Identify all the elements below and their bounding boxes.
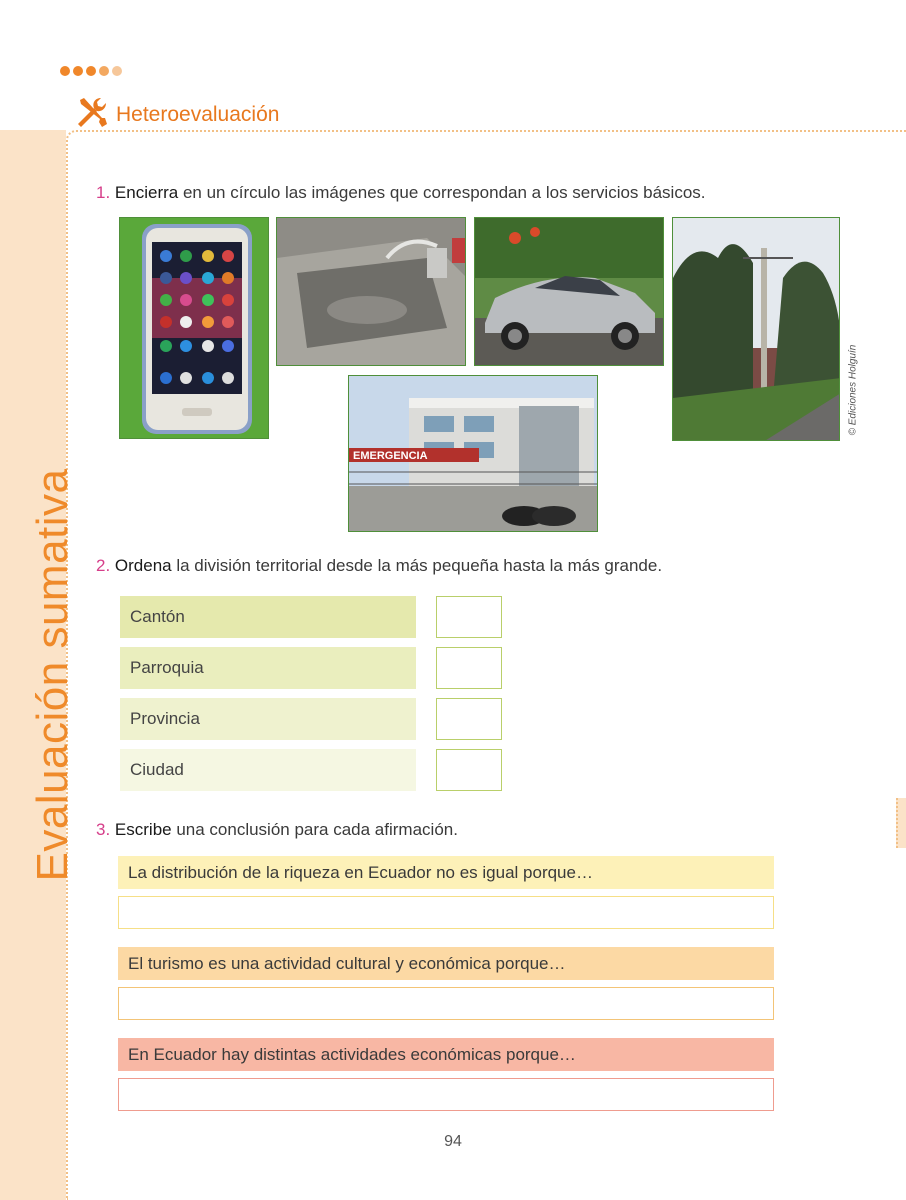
progress-dot [99,66,109,76]
answer-field-tourism[interactable] [118,987,774,1020]
order-input-parroquia[interactable] [436,647,502,689]
progress-dot [86,66,96,76]
question-text: una conclusión para cada afirmación. [171,820,458,839]
order-input-ciudad[interactable] [436,749,502,791]
sidebar-title: Evaluación sumativa [28,468,77,882]
question-text: la división territorial desde la más pequeña hasta la más grande. [171,556,663,575]
section-title: Heteroevaluación [116,102,280,126]
section-header [74,96,279,133]
tools-icon [74,96,108,133]
statement-tourism: El turismo es una actividad cultural y económica porque… [118,947,774,980]
page-number: 94 [444,1133,462,1150]
hospital-photo[interactable] [348,375,598,532]
order-item-parroquia: Parroquia [120,647,416,689]
progress-dot [60,66,70,76]
question-verb: Encierra [114,183,179,202]
statement-wealth: La distribución de la riqueza en Ecuador no es igual porque… [118,856,774,889]
order-item-provincia: Provincia [120,698,416,740]
water-sink-photo[interactable] [276,217,466,366]
hospital-sign: EMERGENCIA [353,450,428,462]
order-item-canton: Cantón [120,596,416,638]
question-3 [96,820,458,840]
question-number: 3. [96,820,111,839]
photo-credit: © Ediciones Holguín [847,344,859,436]
question-number: 1. [96,183,111,202]
order-item-ciudad: Ciudad [120,749,416,791]
question-2 [96,556,662,576]
progress-dot [73,66,83,76]
car-photo[interactable] [474,217,664,366]
statement-economy: En Ecuador hay distintas actividades económicas porque… [118,1038,774,1071]
power-pole-photo[interactable] [672,217,840,441]
question-text: en un círculo las imágenes que correspondan a los servicios básicos. [178,183,706,202]
answer-field-economy[interactable] [118,1078,774,1111]
question-1 [96,183,706,203]
answer-field-wealth[interactable] [118,896,774,929]
smartphone-photo[interactable] [119,217,269,439]
progress-dot [112,66,122,76]
question-number: 2. [96,556,111,575]
order-input-provincia[interactable] [436,698,502,740]
page-edge-tab [896,798,906,848]
progress-dots [60,66,122,76]
order-input-canton[interactable] [436,596,502,638]
question-verb: Ordena [114,556,172,575]
question-verb: Escribe [114,820,172,839]
